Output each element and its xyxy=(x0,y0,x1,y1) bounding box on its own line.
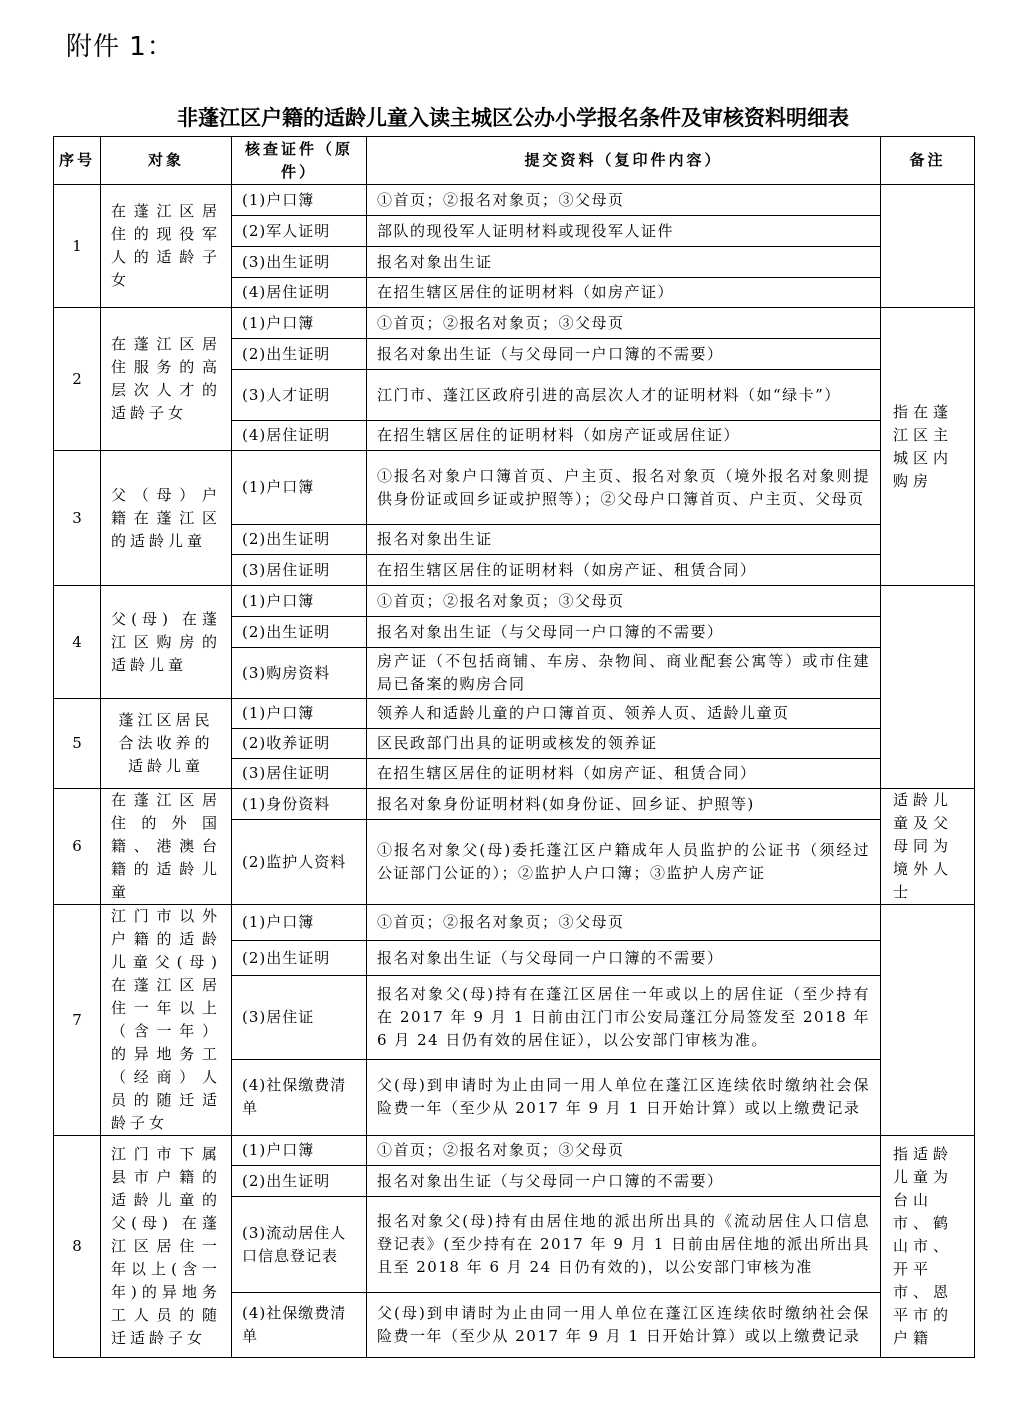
documents-cell: 报名对象父(母)持有在蓬江区居住一年或以上的居住证（至少持有在 2017 年 9 月 1 日前由江门市公安局蓬江分局签发至 2018 年 6 月 24 日仍有效的居住证），以公安部门审核为准。 xyxy=(367,976,881,1059)
certificate-cell: (3)购房资料 xyxy=(232,648,367,699)
requirements-table xyxy=(53,136,975,1358)
certificate-cell: (3)居住证明 xyxy=(232,759,367,789)
table-row xyxy=(54,586,975,617)
table-row xyxy=(54,905,975,941)
table-row xyxy=(54,308,975,339)
applicant-object: 江门市下属县市户籍的适龄儿童的父(母) 在蓬江区居住一年以上(含一年)的异地务工人员的随迁适龄子女 xyxy=(101,1136,232,1358)
applicant-object: 父（母）户籍在蓬江区的适龄儿童 xyxy=(101,451,232,586)
table-row xyxy=(54,789,975,820)
row-number: 7 xyxy=(54,905,101,1136)
documents-cell: 在招生辖区居住的证明材料（如房产证或居住证） xyxy=(367,421,881,451)
certificate-cell: (4)社保缴费清单 xyxy=(232,1293,367,1358)
certificate-cell: (1)户口簿 xyxy=(232,905,367,941)
row-number: 4 xyxy=(54,586,101,699)
applicant-object: 江门市以外户籍的适龄儿童父(母) 在蓬江区居住一年以上（含一年）的异地务工（经商）人员的随迁适龄子女 xyxy=(101,905,232,1136)
certificate-cell: (1)户口簿 xyxy=(232,451,367,525)
certificate-cell: (1)户口簿 xyxy=(232,586,367,617)
documents-cell: 区民政部门出具的证明或核发的领养证 xyxy=(367,729,881,759)
documents-cell: 领养人和适龄儿童的户口簿首页、领养人页、适龄儿童页 xyxy=(367,699,881,729)
certificate-cell: (3)居住证 xyxy=(232,976,367,1059)
documents-cell: 父(母)到申请时为止由同一用人单位在蓬江区连续依时缴纳社会保险费一年（至少从 2017 年 9 月 1 日开始计算）或以上缴费记录 xyxy=(367,1293,881,1358)
documents-cell: 报名对象出生证（与父母同一户口簿的不需要） xyxy=(367,339,881,370)
row-number: 2 xyxy=(54,308,101,451)
certificate-cell: (1)户口簿 xyxy=(232,308,367,339)
row-number: 1 xyxy=(54,185,101,308)
certificate-cell: (1)户口簿 xyxy=(232,1136,367,1166)
certificate-cell: (3)出生证明 xyxy=(232,247,367,278)
certificate-cell: (1)户口簿 xyxy=(232,185,367,216)
certificate-cell: (1)身份资料 xyxy=(232,789,367,820)
documents-cell: 在招生辖区居住的证明材料（如房产证） xyxy=(367,278,881,308)
table-row xyxy=(54,1136,975,1166)
documents-cell: ①首页；②报名对象页；③父母页 xyxy=(367,1136,881,1166)
remarks-cell: 适龄儿童及父母同为境外人士 xyxy=(881,789,975,905)
certificate-cell: (3)人才证明 xyxy=(232,370,367,421)
documents-cell: 报名对象出生证（与父母同一户口簿的不需要） xyxy=(367,1166,881,1197)
certificate-cell: (2)军人证明 xyxy=(232,216,367,247)
documents-cell: 报名对象身份证明材料(如身份证、回乡证、护照等) xyxy=(367,789,881,820)
remarks-cell xyxy=(881,586,975,789)
header-cert: 核查证件（原件） xyxy=(232,137,367,185)
certificate-cell: (2)出生证明 xyxy=(232,940,367,976)
certificate-cell: (4)居住证明 xyxy=(232,278,367,308)
header-docs: 提交资料（复印件内容） xyxy=(367,137,881,185)
row-number: 8 xyxy=(54,1136,101,1358)
remarks-cell xyxy=(881,185,975,308)
documents-cell: ①报名对象父(母)委托蓬江区户籍成年人员监护的公证书（须经过公证部门公证的）；②监护人户口簿；③监护人房产证 xyxy=(367,820,881,905)
documents-cell: 在招生辖区居住的证明材料（如房产证、租赁合同） xyxy=(367,555,881,586)
certificate-cell: (2)收养证明 xyxy=(232,729,367,759)
documents-cell: 报名对象出生证（与父母同一户口簿的不需要） xyxy=(367,940,881,976)
applicant-object: 在蓬江区居住的外国籍、港澳台籍的适龄儿童 xyxy=(101,789,232,905)
row-number: 3 xyxy=(54,451,101,586)
documents-cell: ①首页；②报名对象页；③父母页 xyxy=(367,308,881,339)
certificate-cell: (3)居住证明 xyxy=(232,555,367,586)
applicant-object: 蓬江区居民合法收养的适龄儿童 xyxy=(101,699,232,789)
documents-cell: 报名对象出生证 xyxy=(367,247,881,278)
remarks-cell: 指在蓬江区主城区内购房 xyxy=(881,308,975,586)
applicant-object: 父(母) 在蓬江区购房的适龄儿童 xyxy=(101,586,232,699)
applicant-object: 在蓬江区居住的现役军人的适龄子女 xyxy=(101,185,232,308)
document-title: 非蓬江区户籍的适龄儿童入读主城区公办小学报名条件及审核资料明细表 xyxy=(177,106,849,130)
documents-cell: 报名对象出生证 xyxy=(367,525,881,555)
documents-cell: 房产证（不包括商铺、车房、杂物间、商业配套公寓等）或市住建局已备案的购房合同 xyxy=(367,648,881,699)
certificate-cell: (2)出生证明 xyxy=(232,525,367,555)
table-header-row xyxy=(54,137,975,185)
header-no: 序号 xyxy=(54,137,101,185)
documents-cell: ①首页；②报名对象页；③父母页 xyxy=(367,185,881,216)
certificate-cell: (2)出生证明 xyxy=(232,1166,367,1197)
documents-cell: ①首页；②报名对象页；③父母页 xyxy=(367,905,881,941)
certificate-cell: (1)户口簿 xyxy=(232,699,367,729)
documents-cell: ①首页；②报名对象页；③父母页 xyxy=(367,586,881,617)
table-row xyxy=(54,699,975,729)
row-number: 5 xyxy=(54,699,101,789)
certificate-cell: (4)居住证明 xyxy=(232,421,367,451)
table-body xyxy=(54,185,975,1358)
row-number: 6 xyxy=(54,789,101,905)
table-row xyxy=(54,451,975,525)
certificate-cell: (4)社保缴费清单 xyxy=(232,1059,367,1135)
header-note: 备注 xyxy=(881,137,975,185)
certificate-cell: (2)出生证明 xyxy=(232,617,367,648)
documents-cell: 江门市、蓬江区政府引进的高层次人才的证明材料（如“绿卡”） xyxy=(367,370,881,421)
remarks-cell xyxy=(881,905,975,1136)
documents-cell: 在招生辖区居住的证明材料（如房产证、租赁合同） xyxy=(367,759,881,789)
documents-cell: ①报名对象户口簿首页、户主页、报名对象页（境外报名对象则提供身份证或回乡证或护照等）；②父母户口簿首页、户主页、父母页 xyxy=(367,451,881,525)
applicant-object: 在蓬江区居住服务的高层次人才的适龄子女 xyxy=(101,308,232,451)
header-object: 对象 xyxy=(101,137,232,185)
table-row xyxy=(54,185,975,216)
documents-cell: 报名对象父(母)持有由居住地的派出所出具的《流动居住人口信息登记表》(至少持有在 2017 年 9 月 1 日前由居住地的派出所出具且至 2018 年 6 月 24 日仍有效的)，以公安部门审核为准 xyxy=(367,1197,881,1293)
certificate-cell: (3)流动居住人口信息登记表 xyxy=(232,1197,367,1293)
attachment-label: 附件 1： xyxy=(66,32,174,62)
documents-cell: 报名对象出生证（与父母同一户口簿的不需要） xyxy=(367,617,881,648)
documents-cell: 部队的现役军人证明材料或现役军人证件 xyxy=(367,216,881,247)
certificate-cell: (2)监护人资料 xyxy=(232,820,367,905)
remarks-cell: 指适龄儿童为台山市、鹤山市、开平市、恩平市的户籍 xyxy=(881,1136,975,1358)
certificate-cell: (2)出生证明 xyxy=(232,339,367,370)
documents-cell: 父(母)到申请时为止由同一用人单位在蓬江区连续依时缴纳社会保险费一年（至少从 2017 年 9 月 1 日开始计算）或以上缴费记录 xyxy=(367,1059,881,1135)
